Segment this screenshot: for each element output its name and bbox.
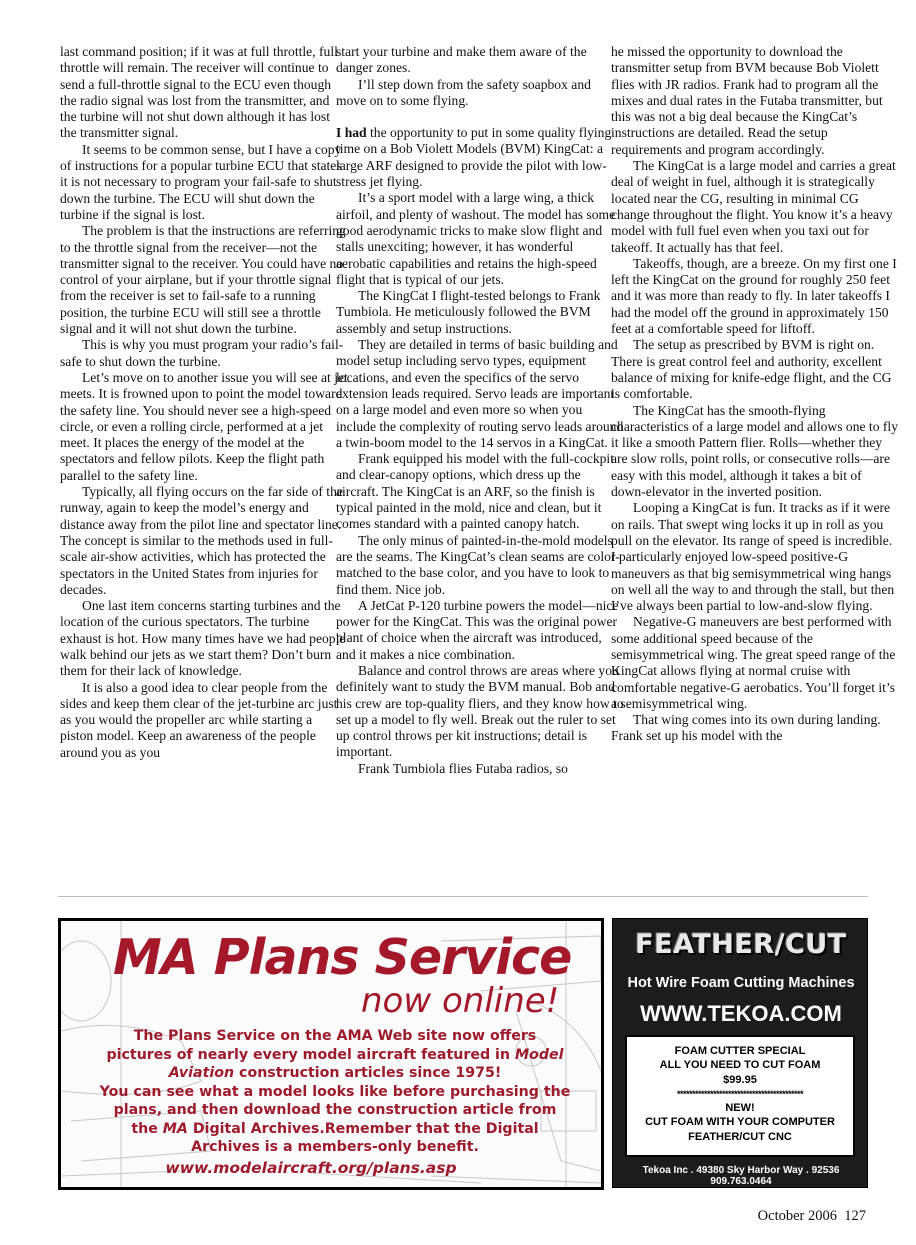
lead-in: I had (336, 125, 367, 141)
text-column-1 (60, 44, 348, 761)
paragraph: The KingCat I flight-tested belongs to Frank Tumbiola. He meticulously followed the BVM assembly and setup instructions. (336, 288, 601, 336)
paragraph: It’s a sport model with a large wing, a thick airfoil, and plenty of washout. The model has some good aerodynamic tricks to make slow flight and stalls unexciting; however, it has wonderful aerobatic capabilities and retains the high-speed flight that is typical of our jets. (336, 190, 616, 287)
paragraph: he missed the opportunity to download the transmitter setup from BVM because Bob Violett flies with JR radios. Frank had to program all the mixes and dual rates in the Futaba transmitter, but this was not a big deal because the KingCat’s instructions are detailed. Read the setup requirements and program accordingly. (611, 44, 883, 157)
paragraph: Looping a KingCat is fun. It tracks as if it were on rails. That swept wing locks it up in roll as you pull on the elevator. Its range of speed is incredible. I particularly enjoyed low-speed positive-G maneuvers as that big semisymmetrical wing hangs on well all the way to and through the stall, but then I’ve always been partial to low-and-slow flying. (611, 500, 895, 614)
paragraph: start your turbine and make them aware of the danger zones. (336, 44, 587, 76)
paragraph: The problem is that the instructions are referring to the throttle signal from the receiver—not the transmitter signal to the receiver. You could have no control of your airplane, but if your throttle signal from the receiver is set to fail-safe to a running position, the turbine ECU will still see a throttle signal and it will not shut down the turbine. (60, 223, 346, 337)
feathercut-address: Tekoa Inc . 49380 Sky Harbor Way . 92536 909.763.0464 (642, 1165, 840, 1187)
text-column-2 (336, 44, 624, 777)
paragraph: A JetCat P-120 turbine powers the model—nice power for the KingCat. This was the original power plant of choice when the aircraft was introduced, and it makes a nice combination. (336, 597, 619, 662)
paragraph: The KingCat has the smooth-flying characteristics of a large model and allows one to fly it like a smooth Pattern flier. Rolls—whether they are slow rolls, point rolls, or consecutive rolls—are easy with this model, although it takes a bit of down-elevator in the inverted position. (611, 402, 899, 500)
ad-subtitle: now online! (361, 981, 560, 1021)
paragraph: Let’s move on to another issue you will see at jet meets. It is frowned upon to point the model toward the safety line. You should never see a high-speed circle, or even a rolling circle, performed at a jet meet. It places the energy of the model at the spectators and fellow pilots. Keep the flight path parallel to the safety line. (60, 369, 348, 483)
text-column-3 (611, 44, 899, 745)
paragraph: The only minus of painted-in-the-mold models are the seams. The KingCat’s clean seams are color-matched to the base color, and you have to look to find them. Nice job. (336, 532, 620, 597)
ad-url-link[interactable]: www.modelaircraft.org/plans.asp (165, 1159, 457, 1177)
divider-rule (58, 896, 868, 897)
paragraph: I had the opportunity to put in some quality flying time on a Bob Violett Models (BVM) KingCat: a large ARF designed to provide the pilot with low-stress jet flying. (336, 125, 612, 190)
ad-title: MA Plans Service (113, 929, 572, 986)
feathercut-ad[interactable] (612, 918, 868, 1188)
feathercut-website[interactable]: WWW.TEKOA.COM (640, 1001, 842, 1026)
paragraph: Negative-G maneuvers are best performed with some additional speed because of the semisymmetrical wing. The great speed range of the KingCat allows flying at normal cruise with comfortable negative-G aerobatics. You’ll forget it’s a semisymmetrical wing. (611, 614, 896, 711)
paragraph: This is why you must program your radio’s fail-safe to shut down the turbine. (60, 337, 344, 369)
paragraph: Balance and control throws are areas where you definitely want to study the BVM manual. Bob and his crew are top-quality fliers, and they know how to set up a model to fly well. Break out the ruler to set up control throws per kit instructions; detail is important. (336, 662, 624, 760)
paragraph: I’ll step down from the safety soapbox and move on to some flying. (336, 76, 591, 108)
ma-plans-service-ad[interactable] (58, 918, 604, 1190)
page-folio: October 2006 127 (757, 1208, 866, 1224)
paragraph: The KingCat is a large model and carries a great deal of weight in fuel, although it is strategically located near the CG, resulting in minimal CG change throughout the flight. You know it’s a heavy model with full fuel even when you taxi out for takeoff. It actually has that feel. (611, 158, 896, 255)
paragraph: Takeoffs, though, are a breeze. On my first one I left the KingCat on the ground for roughly 250 feet and it was more than ready to fly. In later takeoffs I had the model off the ground in approximately 150 feet at a comfortable speed for liftoff. (611, 255, 897, 337)
paragraph: Frank Tumbiola flies Futaba radios, so (358, 760, 568, 776)
paragraph: It seems to be common sense, but I have a copy of instructions for a popular turbine ECU that states it is not necessary to program your fail-safe to shut down the turbine. The ECU will shut down the turbine if the signal is lost. (60, 141, 342, 222)
special-offer-box: FOAM CUTTER SPECIAL ALL YOU NEED TO CUT FOAM $99.95 ****************************************** NEW! CUT FOAM WITH YOUR COMPUTER FEATHER/CUT CNC (625, 1035, 855, 1157)
feathercut-tagline: Hot Wire Foam Cutting Machines (627, 975, 855, 991)
paragraph: They are detailed in terms of basic building and model setup including servo types, equipment locations, and even the specifics of the servo extension leads required. Servo leads are important on a large model and even more so when you include the complexity of routing servo leads around a twin-boom model to the 14 servos in a KingCat. (336, 337, 624, 450)
paragraph: One last item concerns starting turbines and the location of the curious spectators. The turbine exhaust is hot. How many times have we had people walk behind our jets as we start them? Don’t burn them for their lack of knowledge. (60, 598, 346, 679)
ad-body-text: The Plans Service on the AMA Web site now offers pictures of nearly every model aircraft featured in Model Aviation construction articles since 1975! You can see what a model looks like before purchasing the plans, and then download the construction article from the MA Digital Archives.Remember that the Digital Archives is a members-only benefit. (99, 1028, 571, 1155)
feathercut-title: FEATHER/CUT (635, 929, 847, 960)
paragraph: It is also a good idea to clear people from the sides and keep them clear of the jet-turbine arc just as you would the propeller arc while starting a piston model. Keep an awareness of the people around you as you (60, 679, 338, 760)
paragraph: last command position; if it was at full throttle, full throttle will remain. The receiver will continue to send a full-throttle signal to the ECU even though the radio signal was lost from the transmitter, and the turbine will not shut down although it has lost the transmitter signal. (60, 44, 338, 141)
paragraph: Typically, all flying occurs on the far side of the runway, again to keep the model’s energy and distance away from the pilot line and spectator line. The concept is similar to the methods used in full-scale air-show activities, which has protected the spectators in the United States from injuries for decades. (60, 484, 343, 597)
paragraph: Frank equipped his model with the full-cockpit and clear-canopy options, which dress up the aircraft. The KingCat is an ARF, so the finish is typical painted in the mold, nice and clean, but it comes standard with a painted canopy hatch. (336, 451, 614, 532)
paragraph: That wing comes into its own during landing. Frank set up his model with the (611, 712, 881, 744)
paragraph: The setup as prescribed by BVM is right on. There is great control feel and authority, excellent balance of mixing for knife-edge flight, and the CG is comfortable. (611, 337, 892, 402)
